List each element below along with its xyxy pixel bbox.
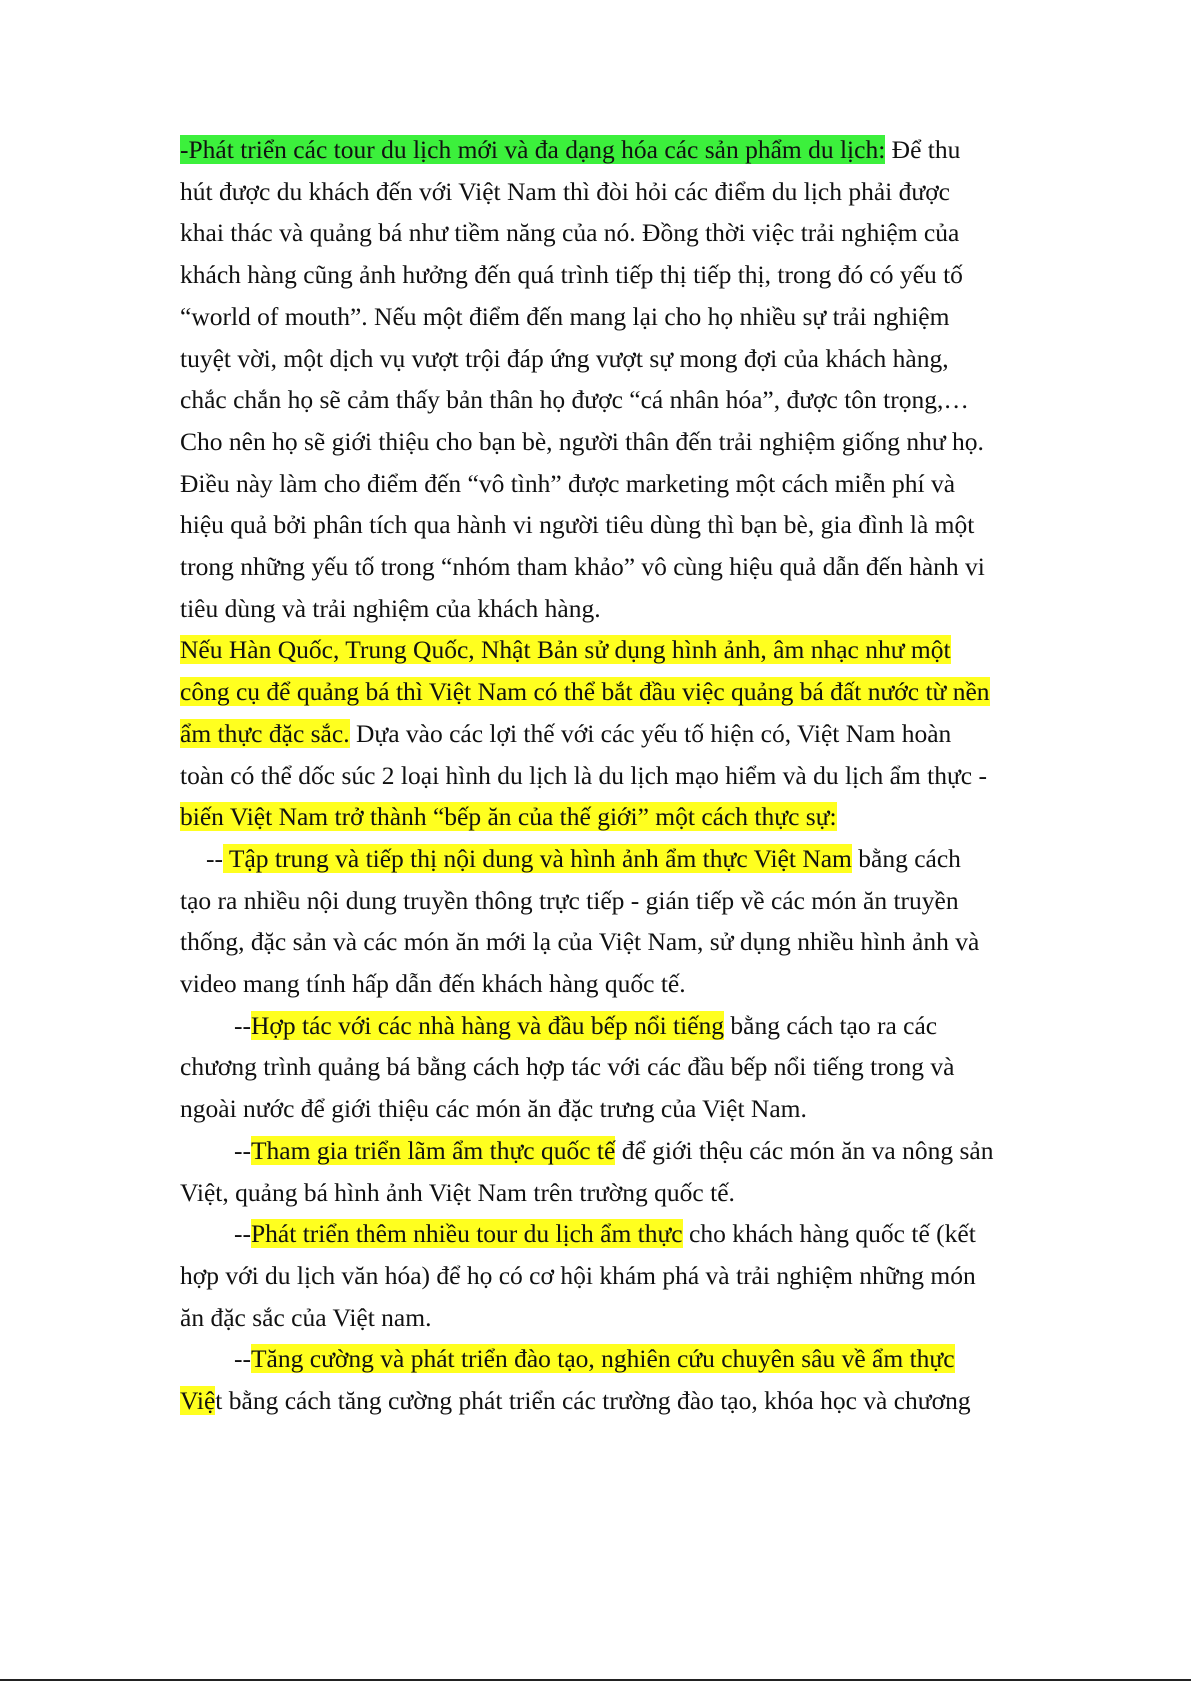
highlighted-text: ẩm thực đặc sắc. bbox=[180, 718, 350, 748]
text-line bbox=[180, 1050, 954, 1084]
text-segment: thống, đặc sản và các món ăn mới lạ của Việt Nam, sử dụng nhiều hình ảnh và bbox=[180, 927, 980, 957]
highlighted-text: Tham gia triển lãm ẩm thực quốc tế bbox=[250, 1135, 616, 1165]
text-segment: -- bbox=[234, 1135, 251, 1165]
text-line bbox=[180, 133, 960, 167]
text-line bbox=[180, 1092, 807, 1126]
text-line bbox=[234, 1134, 993, 1168]
text-segment: tiêu dùng và trải nghiệm của khách hàng. bbox=[180, 593, 601, 623]
text-segment: -- bbox=[234, 1219, 251, 1249]
text-segment: khách hàng cũng ảnh hưởng đến quá trình tiếp thị tiếp thị, trong đó có yếu tố bbox=[180, 260, 963, 290]
text-line bbox=[234, 1009, 937, 1043]
text-line bbox=[206, 842, 961, 876]
text-line bbox=[180, 1301, 431, 1335]
text-line bbox=[180, 383, 969, 417]
text-line bbox=[234, 1217, 976, 1251]
text-line bbox=[180, 1259, 976, 1293]
text-segment: chương trình quảng bá bằng cách hợp tác với các đầu bếp nổi tiếng trong và bbox=[180, 1052, 955, 1082]
text-segment: ngoài nước để giới thiệu các món ăn đặc trưng của Việt Nam. bbox=[180, 1094, 807, 1124]
page-bottom-border bbox=[0, 1679, 1191, 1681]
text-segment: -- bbox=[234, 1344, 251, 1374]
text-line bbox=[180, 425, 984, 459]
text-line bbox=[180, 342, 949, 376]
text-segment: Để thu bbox=[885, 135, 961, 164]
text-line bbox=[180, 925, 979, 959]
text-line bbox=[180, 1384, 971, 1418]
highlighted-text: Nếu Hàn Quốc, Trung Quốc, Nhật Bản sử dụng hình ảnh, âm nhạc như một bbox=[180, 635, 951, 665]
highlighted-text: Hợp tác với các nhà hàng và đầu bếp nổi tiếng bbox=[250, 1010, 725, 1040]
text-line bbox=[180, 717, 951, 751]
text-segment: t bằng cách tăng cường phát triển các trường đào tạo, khóa học và chương bbox=[215, 1386, 971, 1415]
text-line bbox=[180, 300, 949, 334]
text-segment: hợp với du lịch văn hóa) để họ có cơ hội khám phá và trải nghiệm những món bbox=[180, 1260, 976, 1290]
text-line bbox=[180, 633, 951, 667]
highlighted-text: biến Việt Nam trở thành “bếp ăn của thế giới” một cách thực sự: bbox=[180, 802, 837, 832]
text-segment: -- bbox=[206, 843, 223, 873]
text-segment: để giới thệu các món ăn va nông sản bbox=[615, 1135, 994, 1165]
text-line bbox=[180, 467, 955, 501]
text-line bbox=[180, 216, 959, 250]
text-line bbox=[180, 175, 950, 209]
text-line bbox=[180, 550, 985, 584]
text-line bbox=[180, 508, 974, 542]
text-segment: tạo ra nhiều nội dung truyền thông trực tiếp - gián tiếp về các món ăn truyền bbox=[180, 885, 959, 915]
highlighted-text: Tập trung và tiếp thị nội dung và hình ảnh ẩm thực Việt Nam bbox=[222, 843, 852, 873]
text-line bbox=[180, 884, 959, 918]
text-line bbox=[180, 592, 601, 626]
text-segment: toàn có thể dốc súc 2 loại hình du lịch là du lịch mạo hiểm và du lịch ẩm thực - bbox=[180, 760, 987, 790]
text-line bbox=[180, 759, 987, 793]
text-segment: trong những yếu tố trong “nhóm tham khảo” vô cùng hiệu quả dẫn đến hành vi bbox=[180, 552, 985, 581]
highlighted-text: Việ bbox=[180, 1386, 216, 1415]
text-line bbox=[180, 800, 837, 834]
text-segment: video mang tính hấp dẫn đến khách hàng quốc tế. bbox=[180, 969, 686, 998]
text-segment: Điều này làm cho điểm đến “vô tình” được marketing một cách miễn phí và bbox=[180, 468, 956, 498]
highlighted-text: Tăng cường và phát triển đào tạo, nghiên cứu chuyên sâu về ẩm thực bbox=[250, 1344, 955, 1374]
text-segment: khai thác và quảng bá như tiềm năng của nó. Đồng thời việc trải nghiệm của bbox=[180, 218, 960, 248]
text-segment: ăn đặc sắc của Việt nam. bbox=[180, 1302, 432, 1332]
text-segment: Việt, quảng bá hình ảnh Việt Nam trên trường quốc tế. bbox=[180, 1177, 735, 1207]
text-segment: hút được du khách đến với Việt Nam thì đòi hỏi các điểm du lịch phải được bbox=[180, 176, 951, 206]
text-segment: cho khách hàng quốc tế (kết bbox=[682, 1219, 976, 1249]
text-segment: bằng cách bbox=[851, 843, 961, 873]
text-segment: hiệu quả bởi phân tích qua hành vi người tiêu dùng thì bạn bè, gia đình là một bbox=[180, 510, 975, 540]
highlighted-text: công cụ để quảng bá thì Việt Nam có thể bắt đầu việc quảng bá đất nước từ nền bbox=[180, 677, 990, 707]
text-line bbox=[180, 967, 686, 1001]
text-segment: -- bbox=[234, 1010, 251, 1040]
text-segment: Dựa vào các lợi thế với các yếu tố hiện có, Việt Nam hoàn bbox=[349, 718, 952, 748]
text-line bbox=[234, 1342, 955, 1376]
highlighted-text: -Phát triển các tour du lịch mới và đa dạng hóa các sản phẩm du lịch: bbox=[180, 135, 886, 164]
text-line bbox=[180, 1176, 735, 1210]
text-line bbox=[180, 258, 963, 292]
text-line bbox=[180, 675, 990, 709]
text-segment: tuyệt vời, một dịch vụ vượt trội đáp ứng vượt sự mong đợi của khách hàng, bbox=[180, 343, 949, 373]
text-segment: chắc chắn họ sẽ cảm thấy bản thân họ được “cá nhân hóa”, được tôn trọng,… bbox=[180, 385, 969, 415]
text-segment: Cho nên họ sẽ giới thiệu cho bạn bè, người thân đến trải nghiệm giống như họ. bbox=[180, 426, 984, 456]
text-segment: “world of mouth”. Nếu một điểm đến mang lại cho họ nhiều sự trải nghiệm bbox=[180, 301, 950, 331]
highlighted-text: Phát triển thêm nhiều tour du lịch ẩm thực bbox=[250, 1219, 683, 1249]
text-segment: bằng cách tạo ra các bbox=[724, 1010, 938, 1040]
